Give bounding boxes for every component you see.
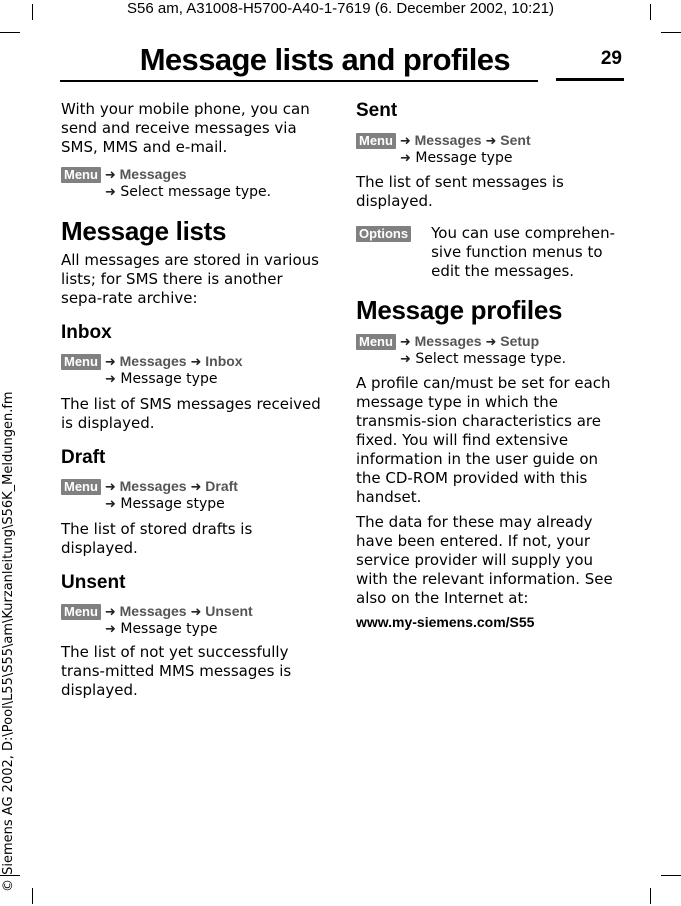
arrow-icon: ➜ xyxy=(105,622,116,637)
arrow-icon: ➜ xyxy=(104,168,116,183)
message-lists-text: All messages are stored in various lists; for SMS there is another sepa-rate archive: xyxy=(61,251,319,307)
options-text: You can use comprehen-sive function menus to edit the messages. xyxy=(431,224,616,280)
draft-menu-path xyxy=(61,478,327,513)
intro-text: With your mobile phone, you can send and receive messages via SMS, MMS and e-mail. xyxy=(61,100,310,156)
title-rule xyxy=(60,80,538,82)
menu-item: Messages xyxy=(119,603,187,619)
draft-text: The list of stored drafts is displayed. xyxy=(61,520,253,557)
arrow-icon: ➜ xyxy=(104,605,116,620)
menu-item: Draft xyxy=(205,478,238,494)
unsent-heading: Unsent xyxy=(61,572,126,593)
sent-menu-path xyxy=(356,132,622,167)
arrow-icon: ➜ xyxy=(105,185,116,200)
message-profiles-heading: Message profiles xyxy=(356,295,563,325)
options-note xyxy=(356,226,622,281)
menu-item: Message type xyxy=(120,621,218,637)
arrow-icon: ➜ xyxy=(190,605,202,620)
arrow-icon: ➜ xyxy=(105,372,116,387)
crop-mark xyxy=(0,32,20,33)
menu-item: Message type xyxy=(415,150,513,166)
right-column xyxy=(356,99,622,630)
menu-item: Message type xyxy=(120,371,218,387)
intro-menu-path xyxy=(61,166,327,201)
arrow-icon: ➜ xyxy=(400,352,411,367)
menu-key: Menu xyxy=(61,167,101,183)
page-number-rule xyxy=(556,78,624,81)
arrow-icon: ➜ xyxy=(399,134,411,149)
crop-mark xyxy=(32,888,33,904)
profiles-menu-path xyxy=(356,333,622,368)
arrow-icon: ➜ xyxy=(400,151,411,166)
page-title: Message lists and profiles xyxy=(139,42,510,77)
menu-item: Setup xyxy=(500,333,540,349)
menu-item: Messages xyxy=(119,353,187,369)
sent-text: The list of sent messages is displayed. xyxy=(356,173,564,210)
inbox-menu-path xyxy=(61,353,327,388)
menu-key: Menu xyxy=(356,133,396,149)
siemens-url: www.my-siemens.com/S55 xyxy=(356,614,535,630)
menu-key: Menu xyxy=(61,604,101,620)
arrow-icon: ➜ xyxy=(190,355,202,370)
arrow-icon: ➜ xyxy=(399,335,411,350)
profiles-text-2: The data for these may already have been entered. If not, your service provider will supply you with the relevant information. See also on the Internet at: xyxy=(356,513,613,607)
arrow-icon: ➜ xyxy=(485,335,497,350)
unsent-text: The list of not yet successfully trans-mitted MMS messages is displayed. xyxy=(61,643,292,699)
menu-item: Messages xyxy=(414,132,482,148)
arrow-icon: ➜ xyxy=(104,355,116,370)
arrow-icon: ➜ xyxy=(104,480,116,495)
menu-item: Select message type. xyxy=(120,184,272,200)
crop-mark xyxy=(650,888,651,904)
menu-key: Menu xyxy=(61,354,101,370)
arrow-icon: ➜ xyxy=(190,480,202,495)
sent-heading: Sent xyxy=(356,100,398,121)
menu-item: Messages xyxy=(119,166,187,182)
menu-key: Menu xyxy=(356,334,396,350)
menu-item: Select message type. xyxy=(415,351,567,367)
profiles-text-1: A profile can/must be set for each message type in which the transmis-sion characteristics are fixed. You will find extensive information in the user guide on the CD-ROM provided with this handset. xyxy=(356,374,611,506)
menu-item: Unsent xyxy=(205,603,253,619)
menu-item: Inbox xyxy=(205,353,243,369)
unsent-menu-path xyxy=(61,603,327,638)
message-lists-heading: Message lists xyxy=(61,216,227,246)
page-number: 29 xyxy=(600,48,622,69)
inbox-heading: Inbox xyxy=(61,322,112,343)
crop-mark xyxy=(661,32,681,33)
crop-mark xyxy=(661,875,681,876)
inbox-text: The list of SMS messages received is displayed. xyxy=(61,395,321,432)
arrow-icon: ➜ xyxy=(485,134,497,149)
arrow-icon: ➜ xyxy=(105,497,116,512)
menu-item: Message stype xyxy=(120,496,225,512)
menu-item: Sent xyxy=(500,132,531,148)
menu-item: Messages xyxy=(414,333,482,349)
draft-heading: Draft xyxy=(61,447,106,468)
running-head: S56 am, A31008-H5700-A40-1-7619 (6. December 2002, 10:21) xyxy=(127,0,554,17)
left-column xyxy=(61,100,327,700)
menu-item: Messages xyxy=(119,478,187,494)
copyright-side-note: © Siemens AG 2002, D:\Pool\L55\S55\am\Kurzanleitung\S56K_Meldungen.fm xyxy=(1,391,16,892)
options-key: Options xyxy=(356,226,411,242)
menu-key: Menu xyxy=(61,479,101,495)
